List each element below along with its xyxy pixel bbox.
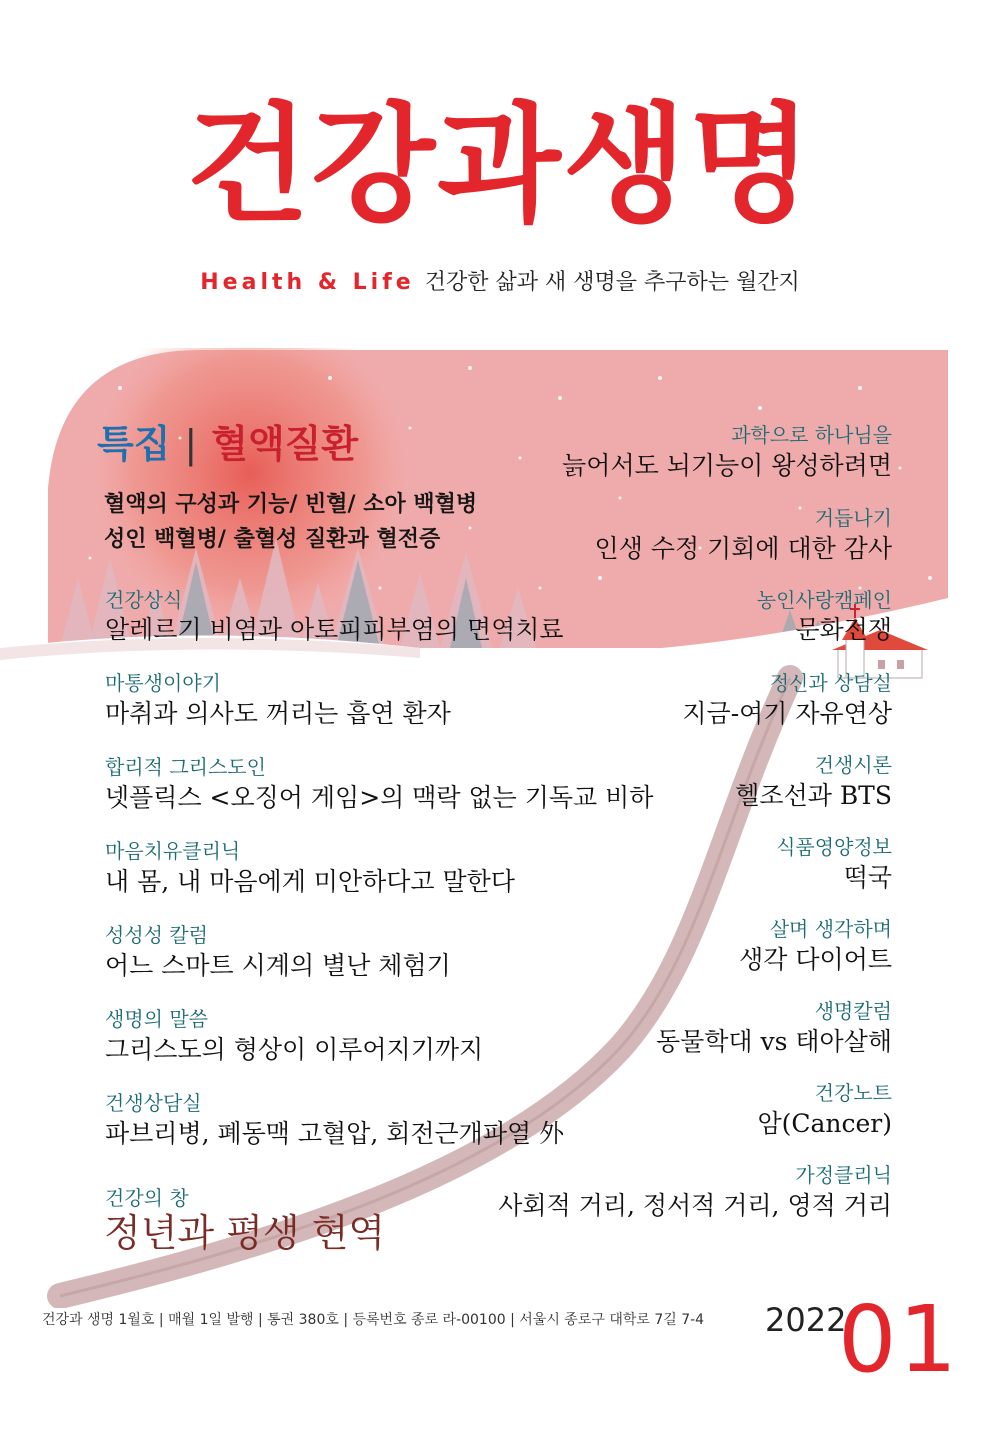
left-item-label: 건생상담실 — [105, 1091, 202, 1115]
left-item-headline-large: 정년과 평생 현역 — [104, 1211, 386, 1255]
right-item-label: 거듭나기 — [814, 506, 892, 530]
left-item-headline: 마취과 의사도 꺼리는 흡연 환자 — [105, 699, 451, 728]
right-item-label: 식품영양정보 — [776, 835, 892, 859]
feature-topic: 혈액질환 — [211, 422, 359, 466]
right-item-headline: 지금-여기 자유연상 — [682, 699, 892, 728]
right-item-label: 농인사랑캠페인 — [756, 588, 892, 612]
feature-line: 혈액의 구성과 기능/ 빈혈/ 소아 백혈병 — [104, 492, 478, 517]
issue-year: 2022 — [765, 1301, 847, 1339]
right-item-headline: 헬조선과 BTS — [735, 781, 892, 810]
right-item-headline: 인생 수정 기회에 대한 감사 — [594, 534, 892, 563]
magazine-subtitle — [0, 268, 1000, 298]
feature-separator: | — [184, 422, 198, 466]
left-item-label: 건강의 창 — [105, 1186, 189, 1210]
feature-label: 특집 — [97, 422, 171, 466]
right-item-label: 건생시론 — [814, 753, 892, 777]
right-item-headline: 동물학대 vs 태아살해 — [655, 1027, 892, 1056]
magazine-title: 건강과생명 — [185, 91, 815, 240]
right-item-label: 생명칼럼 — [814, 999, 892, 1023]
issue-month: 01 — [838, 1286, 960, 1393]
left-item-label: 생명의 말씀 — [105, 1007, 208, 1031]
right-item-label: 가정클리닉 — [795, 1163, 892, 1187]
left-item-headline: 넷플릭스 <오징어 게임>의 맥락 없는 기독교 비하 — [105, 783, 654, 812]
right-item-headline: 사회적 거리, 정서적 거리, 영적 거리 — [498, 1191, 892, 1220]
left-item-headline: 내 몸, 내 마음에게 미안하다고 말한다 — [105, 867, 515, 896]
right-item-label: 건강노트 — [814, 1081, 892, 1105]
left-item-headline: 알레르기 비염과 아토피피부염의 면역치료 — [105, 615, 564, 644]
left-item-label: 마음치유클리닉 — [105, 839, 241, 863]
right-item-label: 살며 생각하며 — [769, 917, 892, 941]
right-item-headline: 암(Cancer) — [757, 1109, 892, 1138]
right-item-label: 과학으로 하나님을 — [731, 423, 892, 447]
subtitle-english: Health & Life — [200, 270, 415, 295]
right-item-headline: 떡국 — [843, 863, 892, 892]
left-item-label: 성성성 칼럼 — [105, 923, 208, 947]
right-item-headline: 늙어서도 뇌기능이 왕성하려면 — [562, 451, 892, 480]
left-item-label: 마통생이야기 — [105, 671, 221, 695]
right-item-headline: 생각 다이어트 — [739, 945, 892, 974]
imprint-line: 건강과 생명 1월호 | 매월 1일 발행 | 통권 380호 | 등록번호 종로 라-00100 | 서울시 종로구 대학로 7길 7-4 — [42, 1312, 705, 1328]
right-item-label: 정신과 상담실 — [769, 671, 892, 695]
left-item-headline: 어느 스마트 시계의 별난 체험기 — [105, 951, 451, 980]
right-item-headline: 문화전쟁 — [795, 615, 892, 644]
subtitle-korean: 건강한 삶과 새 생명을 추구하는 월간지 — [424, 270, 800, 295]
feature-heading — [97, 420, 358, 468]
left-item-headline: 파브리병, 폐동맥 고혈압, 회전근개파열 外 — [105, 1119, 565, 1148]
left-item-headline: 그리스도의 형상이 이루어지기까지 — [105, 1035, 484, 1064]
left-item-label: 건강상식 — [105, 588, 183, 612]
left-item-label: 합리적 그리스도인 — [105, 755, 266, 779]
feature-line: 성인 백혈병/ 출혈성 질환과 혈전증 — [104, 527, 441, 552]
